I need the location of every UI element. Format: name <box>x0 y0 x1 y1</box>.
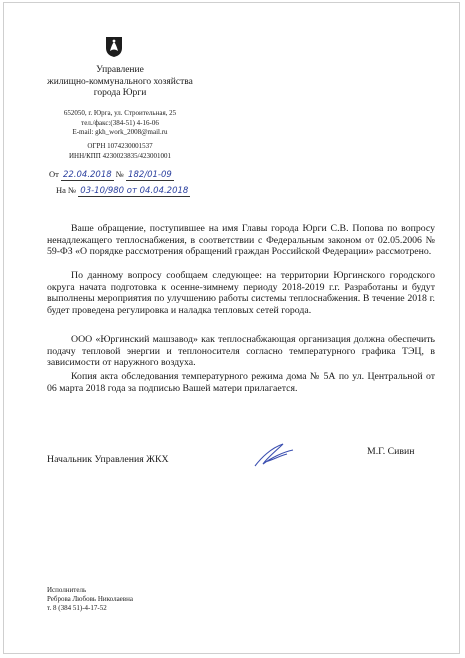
org-inn: ИНН/КПП 4230023835/423001001 <box>68 151 172 160</box>
paragraph-3: ООО «Юргинский машзавод» как теплоснабжающая организация должна обеспечить подачу тепловой энергии и теплоносителя согласно температурного графика ТЭЦ, в зависимости от наружного воздуха. <box>47 334 435 369</box>
outgoing-number: 182/01-09 <box>128 170 172 180</box>
city-coat-of-arms-emblem <box>105 36 123 58</box>
number-sign-2: № <box>68 185 77 195</box>
org-address: 652050, г. Юрга, ул. Строительная, 25 <box>63 109 177 117</box>
page-border <box>3 2 460 654</box>
executor-name: Реброва Любовь Николаевна <box>47 595 133 603</box>
number-sign: № <box>115 169 124 179</box>
paragraph-2: По данному вопросу сообщаем следующее: на территории Юргинского городского округа начата подготовка к осенне-зимнему периоду 2018-2019 г.г. Разработаны и будут выполнены мероприятия по улучшению работы системы теплоснабжения. В течение 2018 г. будет проведена регулировка и наладка тепловых сетей города. <box>47 270 435 316</box>
org-contacts <box>30 109 210 138</box>
handwritten-signature <box>249 440 299 470</box>
paragraph-1: Ваше обращение, поступившее на имя Главы города Юрги С.В. Попова по вопросу ненадлежащего теплоснабжения, в соответствии с Федеральным законом от 02.05.2006 № 59-ФЗ «О порядке рассмотрения обращений граждан Российской Федерации» рассмотрено. <box>47 223 435 258</box>
org-line-3: города Юрги <box>93 88 147 98</box>
incoming-ref: 03-10/980 от 04.04.2018 <box>80 186 189 196</box>
executor-label: Исполнитель <box>47 586 87 594</box>
executor-phone: т. 8 (384 51)-4-17-52 <box>47 604 107 612</box>
org-line-1: Управление <box>96 65 144 75</box>
signatory-name: М.Г. Сивин <box>367 446 415 457</box>
signatory-position: Начальник Управления ЖКХ <box>47 454 169 465</box>
organization-name <box>30 65 210 100</box>
org-phone: тел./факс:(384-51) 4-16-06 <box>81 118 159 127</box>
org-email: E-mail: gkh_work_2008@mail.ru <box>72 128 168 136</box>
incoming-ref-line <box>56 185 190 197</box>
org-line-2: жилищно-коммунального хозяйства <box>47 76 193 87</box>
to-label: На <box>56 185 66 195</box>
executor-block <box>47 586 133 613</box>
from-label: От <box>49 169 59 179</box>
org-registration <box>30 142 210 161</box>
outgoing-ref-line <box>49 169 174 181</box>
org-ogrn: ОГРН 1074230001537 <box>87 142 153 150</box>
paragraph-4: Копия акта обследования температурного режима дома № 5А по ул. Центральной от 06 марта 2018 года за подписью Вашей матери прилагается. <box>47 371 435 394</box>
outgoing-date: 22.04.2018 <box>62 170 112 180</box>
